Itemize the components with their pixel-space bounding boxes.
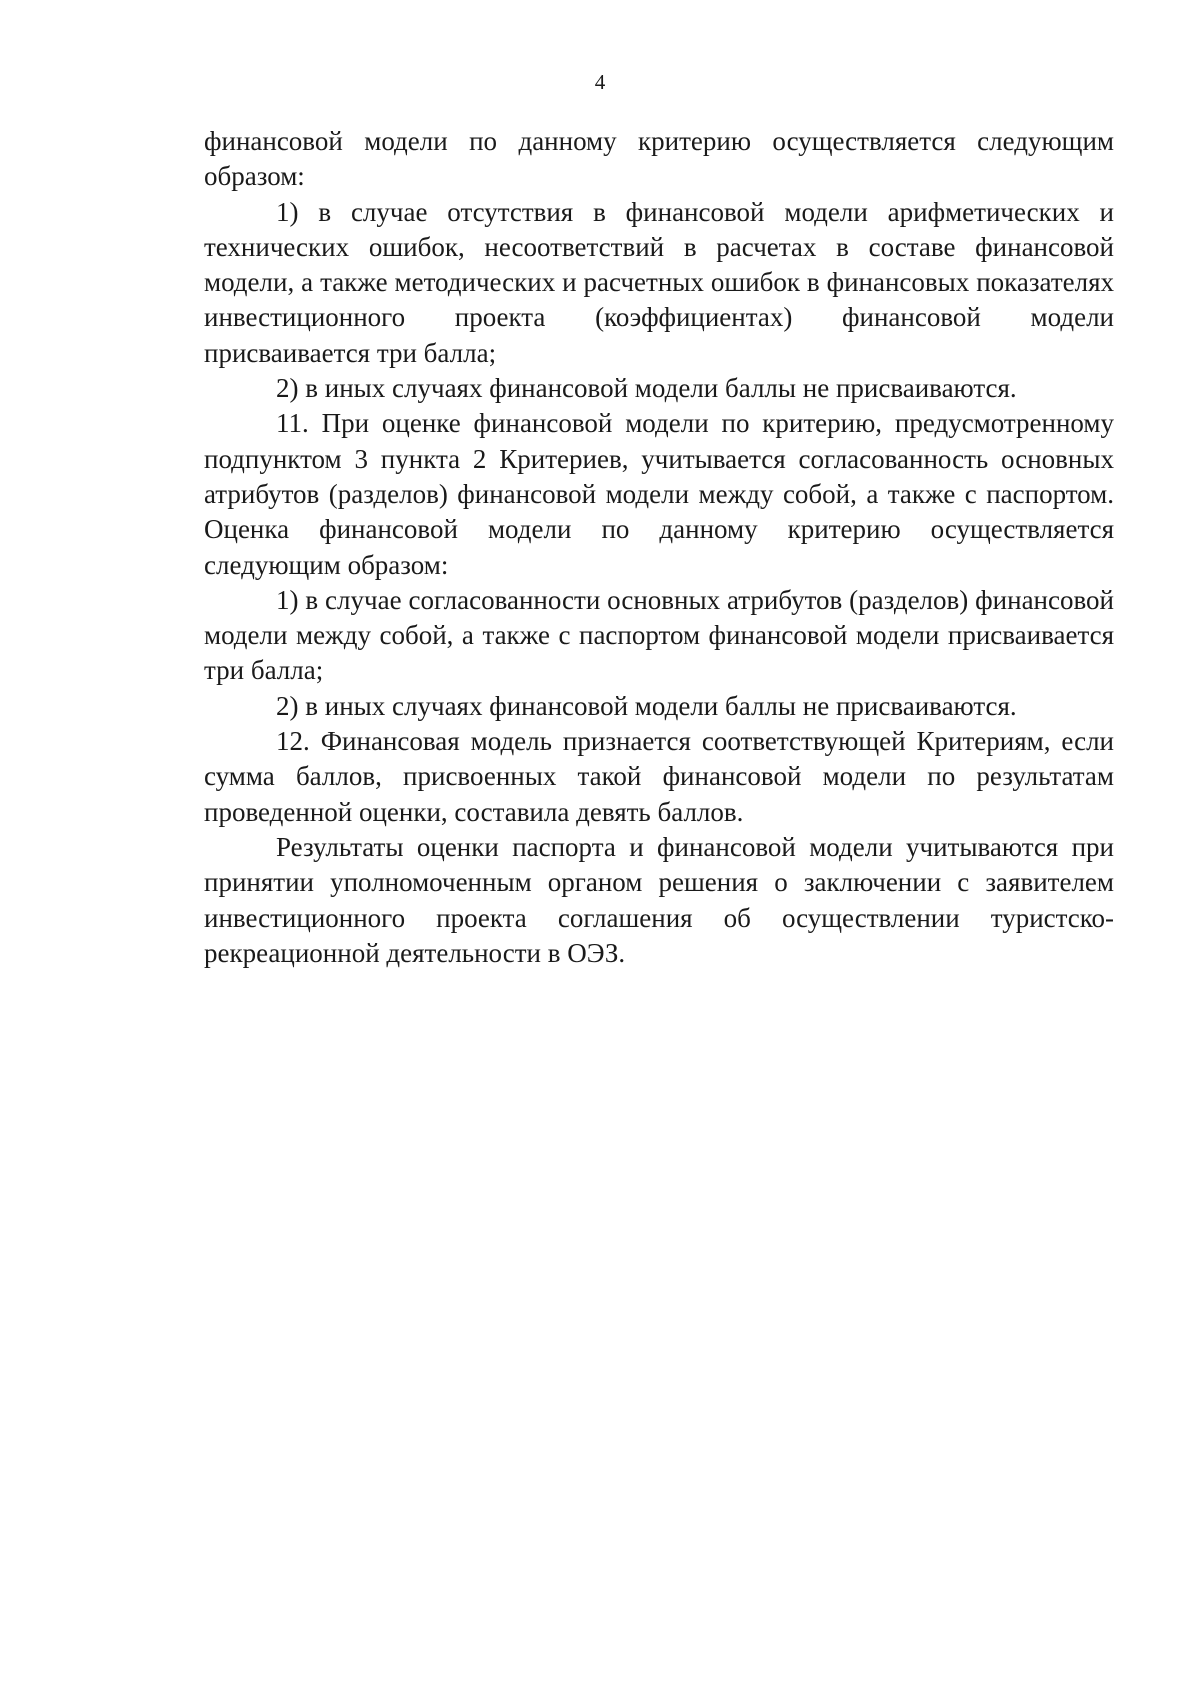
paragraph-clause-11: 11. При оценке финансовой модели по критерию, предусмотренному подпунктом 3 пункта 2 Критериев, учитывается согласованность основных атрибутов (разделов) финансовой модели между собой, а также с паспортом. Оценка финансовой модели по данному критерию осуществляется следующим образом: [204,408,1114,580]
document-body [204,124,1114,971]
paragraph-continuation: финансовой модели по данному критерию осуществляется следующим образом: [204,126,1114,192]
page-number: 4 [594,70,606,94]
paragraph-item-1-errors: 1) в случае отсутствия в финансовой модели арифметических и технических ошибок, несоответствий в расчетах в составе финансовой модели, а также методических и расчетных ошибок в финансовых показателях инвестиционного проекта (коэффициентах) финансовой модели присваивается три балла; [204,196,1114,368]
paragraph-results: Результаты оценки паспорта и финансовой модели учитываются при принятии уполномоченным органом решения о заключении с заявителем инвестиционного проекта соглашения об осуществлении туристско-рекреационной деятельности в ОЭЗ. [204,831,1114,968]
paragraph-item-2-no-points-second: 2) в иных случаях финансовой модели баллы не присваиваются. [276,690,1017,721]
paragraph-item-1-consistency: 1) в случае согласованности основных атрибутов (разделов) финансовой модели между собой, а также с паспортом финансовой модели присваивается три балла; [204,584,1114,686]
paragraph-item-2-no-points: 2) в иных случаях финансовой модели баллы не присваиваются. [276,373,1017,404]
paragraph-clause-12: 12. Финансовая модель признается соответствующей Критериям, если сумма баллов, присвоенных такой финансовой модели по результатам проведенной оценки, составила девять баллов. [204,726,1114,827]
